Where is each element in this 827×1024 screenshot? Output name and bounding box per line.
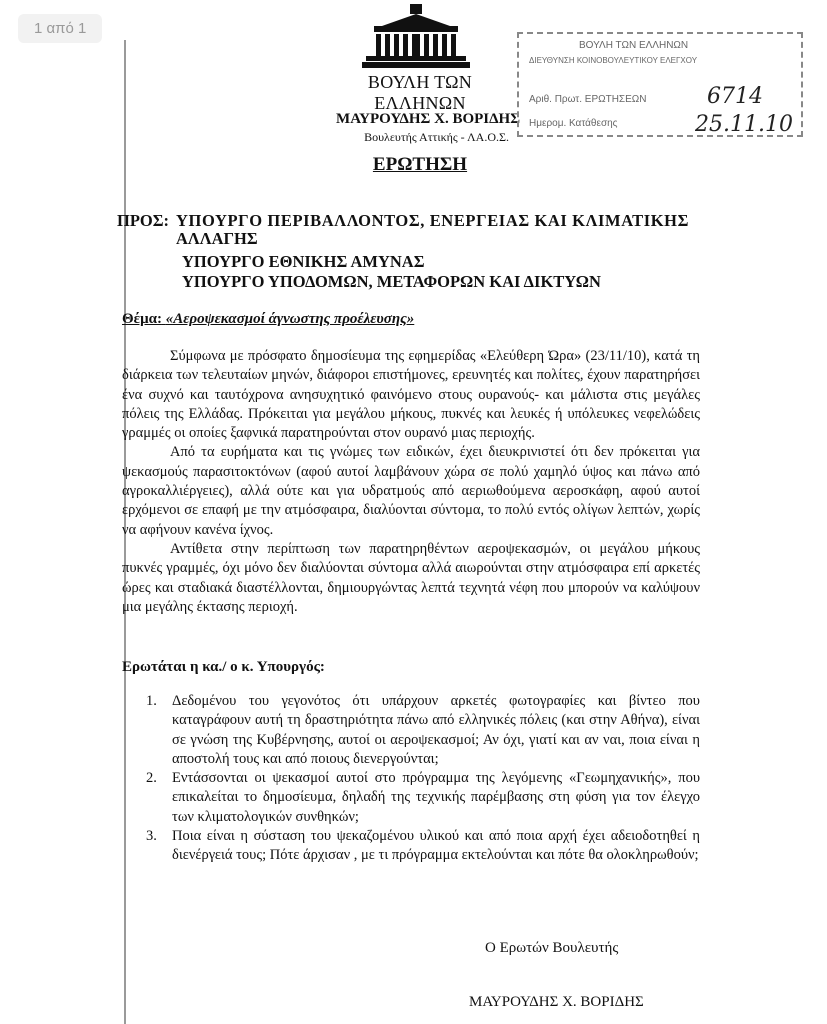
recipient-2: ΥΠΟΥΡΓΟ ΕΘΝΙΚΗΣ ΑΜΥΝΑΣ xyxy=(182,252,425,271)
document-title: ΕΡΩΤΗΣΗ xyxy=(372,154,468,175)
question-text: Ποια είναι η σύσταση του ψεκαζομένου υλικού και από ποια αρχή έχει αδειοδοτηθεί η διενέργειά τους; Πότε άρχισαν , με τι πρόγραμμα εκτελούνται και πότε θα ολοκληρωθούν; xyxy=(172,828,700,864)
question-number: 1. xyxy=(146,693,157,709)
questions-heading: Ερωτάται η κα./ ο κ. Υπουργός: xyxy=(122,659,325,675)
subject-line xyxy=(122,311,414,328)
stamp-line-4: Ημερομ. Κατάθεσης xyxy=(529,118,618,129)
mp-role: Βουλευτής Αττικής - ΛΑ.Ο.Σ. xyxy=(364,130,509,144)
stamp-number: 6714 xyxy=(707,84,763,109)
question-item xyxy=(146,827,700,866)
recipient-1-line2: ΑΛΛΑΓΗΣ xyxy=(176,229,258,248)
parliament-emblem-icon xyxy=(360,4,472,70)
subject-text: «Αεροψεκασμοί άγνωστης προέλευσης» xyxy=(165,311,415,327)
recipient-3: ΥΠΟΥΡΓΟ ΥΠΟΔΟΜΩΝ, ΜΕΤΑΦΟΡΩΝ ΚΑΙ ΔΙΚΤΥΩΝ xyxy=(182,272,601,291)
signature-name: ΜΑΥΡΟΥΔΗΣ Χ. ΒΟΡΙΔΗΣ xyxy=(469,994,644,1010)
recipients-label: ΠΡΟΣ: xyxy=(117,211,170,230)
paragraph-3: Αντίθετα στην περίπτωση των παρατηρηθέντων αεροψεκασμών, οι μεγάλου μήκους πυκνές γραμμές, όχι μόνο δεν διαλύονται σύντομα αλλά αιωρούνται στην ατμόσφαιρα επί αρκετές ώρες και σταδιακά διαστέλλονται, δημιουργώντας λεπτά τεχνητά νέφη που μπορούν να καλύψουν μια μεγάλης έκτασης περιοχή. xyxy=(122,540,700,615)
questions-list xyxy=(146,692,700,866)
body-text xyxy=(122,347,700,617)
signature-title: Ο Ερωτών Βουλευτής xyxy=(485,940,619,956)
parliament-name: ΒΟΥΛΗ ΤΩΝ ΕΛΛΗΝΩΝ xyxy=(367,72,473,113)
question-item xyxy=(146,769,700,827)
recipient-1-line1: ΥΠΟΥΡΓΟ ΠΕΡΙΒΑΛΛΟΝΤΟΣ, ΕΝΕΡΓΕΙΑΣ ΚΑΙ ΚΛΙΜΑΤΙΚΗΣ xyxy=(176,211,689,230)
stamp-line-1: ΒΟΥΛΗ ΤΩΝ ΕΛΛΗΝΩΝ xyxy=(579,40,689,51)
stamp-date: 25.11.10 xyxy=(695,112,793,137)
question-item xyxy=(146,692,700,769)
registration-stamp xyxy=(517,32,803,137)
question-text: Εντάσσονται οι ψεκασμοί αυτοί στο πρόγραμμα της λεγόμενης «Γεωμηχανικής», που επικαλείται το δημοσίευμα, δηλαδή της τεχνικής παρέμβασης στη φύση για τον έλεγχο των κλιματολογικών συνθηκών; xyxy=(172,770,700,825)
paragraph-1: Σύμφωνα με πρόσφατο δημοσίευμα της εφημερίδας «Ελεύθερη Ώρα» (23/11/10), κατά τη διάρκεια των τελευταίων μηνών, διάφοροι επιστήμονες, ερευνητές και πολίτες, έχουν παρατηρήσει ένα συχνό και ταυτόχρονα ανησυχητικό φαινόμενο στους ουρανούς- και μάλιστα στις μεγάλες πόλεις της Ελλάδας. Πρόκειται για μεγάλου μήκους, πυκνές και λευκές ή υπόλευκες νεφελώδεις γραμμές οι οποίες ξαφνικά παρατηρούνται στον ουρανό μιας περιοχής. xyxy=(122,348,700,442)
question-number: 3. xyxy=(146,828,157,845)
mp-name: ΜΑΥΡΟΥΔΗΣ Χ. ΒΟΡΙΔΗΣ xyxy=(336,111,520,127)
stamp-line-3: Αριθ. Πρωτ. ΕΡΩΤΗΣΕΩΝ xyxy=(529,94,647,105)
paragraph-2: Από τα ευρήματα και τις γνώμες των ειδικών, έχει διευκρινιστεί ότι δεν πρόκειται για ψεκασμούς παρασιτοκτόνων (αφού αυτοί λαμβάνουν χώρα σε πολύ χαμηλό ύψος και πάνω από αγροκαλλιέργειες), αλλά ούτε και για υδρατμούς από αεριωθούμενα αεροσκάφη, αφού αυτοί ερχόμενοι σε επαφή με την ατμόσφαιρα, διαλύονται σύντομα, το πολύ εντός ολίγων λεπτών, χωρίς να αφήνουν κανένα ίχνος. xyxy=(122,444,700,538)
question-number: 2. xyxy=(146,770,157,787)
question-text: Δεδομένου του γεγονότος ότι υπάρχουν αρκετές φωτογραφίες και βίντεο που καταγράφουν αυτή τη δραστηριότητα πάνω από ελληνικές πόλεις (και στην Αθήνα), είναι σε γνώση της Κυβέρνησης, αυτοί οι αεροψεκασμοί; Αν όχι, γιατί και αν ναι, ποια είναι η αποστολή τους και από ποιους διενεργούνται; xyxy=(172,693,700,767)
stamp-line-2: ΔΙΕΥΘΥΝΣΗ ΚΟΙΝΟΒΟΥΛΕΥΤΙΚΟΥ ΕΛΕΓΧΟΥ xyxy=(529,56,698,65)
page-counter: 1 από 1 xyxy=(18,14,102,43)
subject-label: Θέμα: xyxy=(122,311,162,327)
